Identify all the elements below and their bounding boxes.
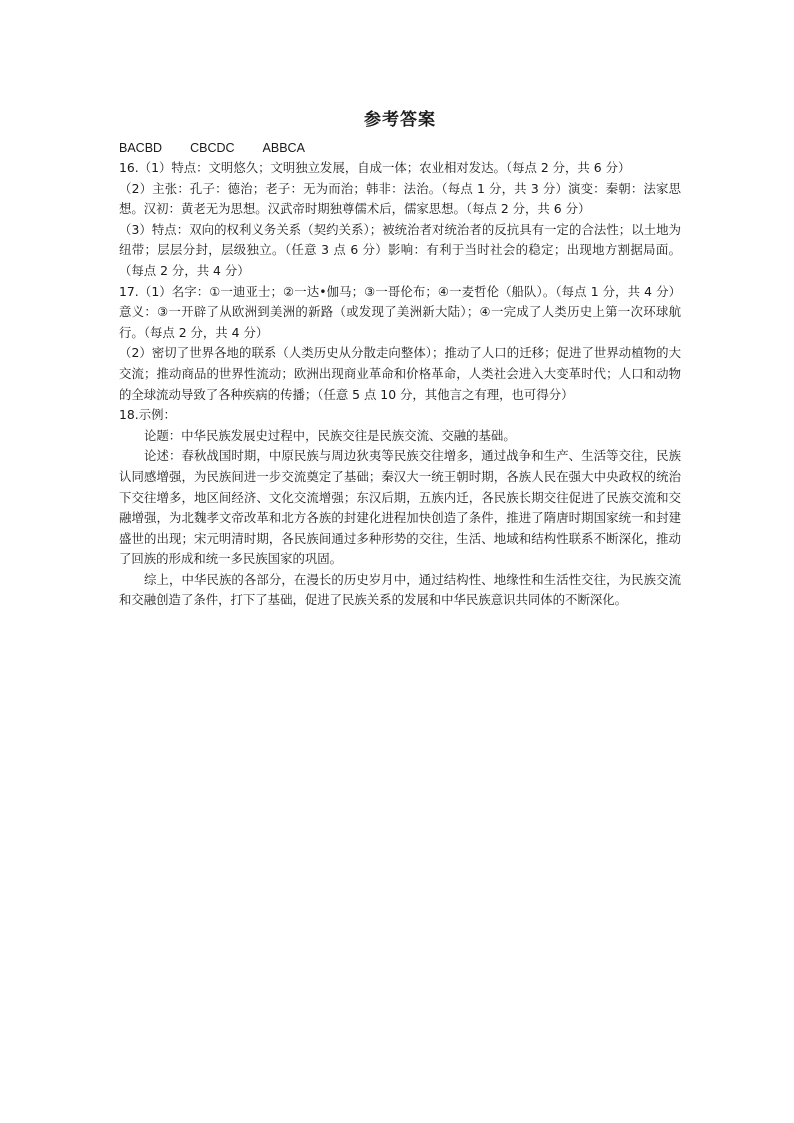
q18-argument: 论述：春秋战国时期，中原民族与周边狄夷等民族交往增多，通过战争和生产、生活等交往，民族认同感增强，为民族间进一步交流奠定了基础；秦汉大一统王朝时期，各族人民在强大中央政权的统治下交往增多，地区间经济、文化交流增强；东汉后期，五族内迁，各民族长期交往促进了民族交流和交融增强，为北魏孝文帝改革和北方各族的封建化进程加快创造了条件，推进了隋唐时期国家统一和封建盛世的出现；宋元明清时期，各民族间通过多种形势的交往，生活、地域和结构性联系不断深化，推动了回族的形成和统一多民族国家的巩固。 bbox=[119, 448, 681, 567]
choice-answers-group-1: BACBD bbox=[119, 141, 163, 155]
q17-part-1: 17.（1）名字：①一迪亚士；②一达•伽马；③一哥伦布；④一麦哲伦（船队）。（每点 1 分，共 4 分）意义：③一开辟了从欧洲到美洲的新路（或发现了美洲新大陆）；④一完成了人类历史上第一次环球航行。（每点 2 分，共 4 分） bbox=[119, 283, 681, 340]
page-title: 参考答案 bbox=[364, 110, 436, 130]
q18-label: 18.示例： bbox=[119, 407, 176, 423]
answer-key-page bbox=[119, 108, 681, 611]
q18-thesis: 论题：中华民族发展史过程中，民族交往是民族交流、交融的基础。 bbox=[144, 427, 516, 443]
choice-answers-group-3: ABBCA bbox=[262, 141, 305, 155]
q16-part-2: （2）主张：孔子：德治；老子：无为而治；韩非：法治。（每点 1 分，共 3 分）演变：秦朝：法家思想。汉初：黄老无为思想。汉武帝时期独尊儒术后，儒家思想。（每点 2 分，共 6 分） bbox=[119, 180, 681, 217]
q17-part-2: （2）密切了世界各地的联系（人类历史从分散走向整体）；推动了人口的迁移；促进了世界动植物的大交流；推动商品的世界性流动；欧洲出现商业革命和价格革命，人类社会进入大变革时代；人口和动物的全球流动导致了各种疾病的传播；（任意 5 点 10 分，其他言之有理，也可得分） bbox=[119, 345, 681, 402]
choice-answers-group-2: CBCDC bbox=[190, 141, 235, 155]
choice-answers bbox=[119, 138, 681, 158]
q18-conclusion: 综上，中华民族的各部分，在漫长的历史岁月中，通过结构性、地缘性和生活性交往，为民族交流和交融创造了条件，打下了基础，促进了民族关系的发展和中华民族意识共同体的不断深化。 bbox=[119, 571, 681, 608]
q16-part-1: 16.（1）特点：文明悠久；文明独立发展，自成一体；农业相对发达。（每点 2 分，共 6 分） bbox=[119, 160, 631, 175]
q16-part-3: （3）特点：双向的权利义务关系（契约关系）；被统治者对统治者的反抗具有一定的合法性；以土地为纽带；层层分封，层级独立。（任意 3 点 6 分）影响：有利于当时社会的稳定；出现地方割据局面。（每点 2 分，共 4 分） bbox=[119, 221, 681, 278]
